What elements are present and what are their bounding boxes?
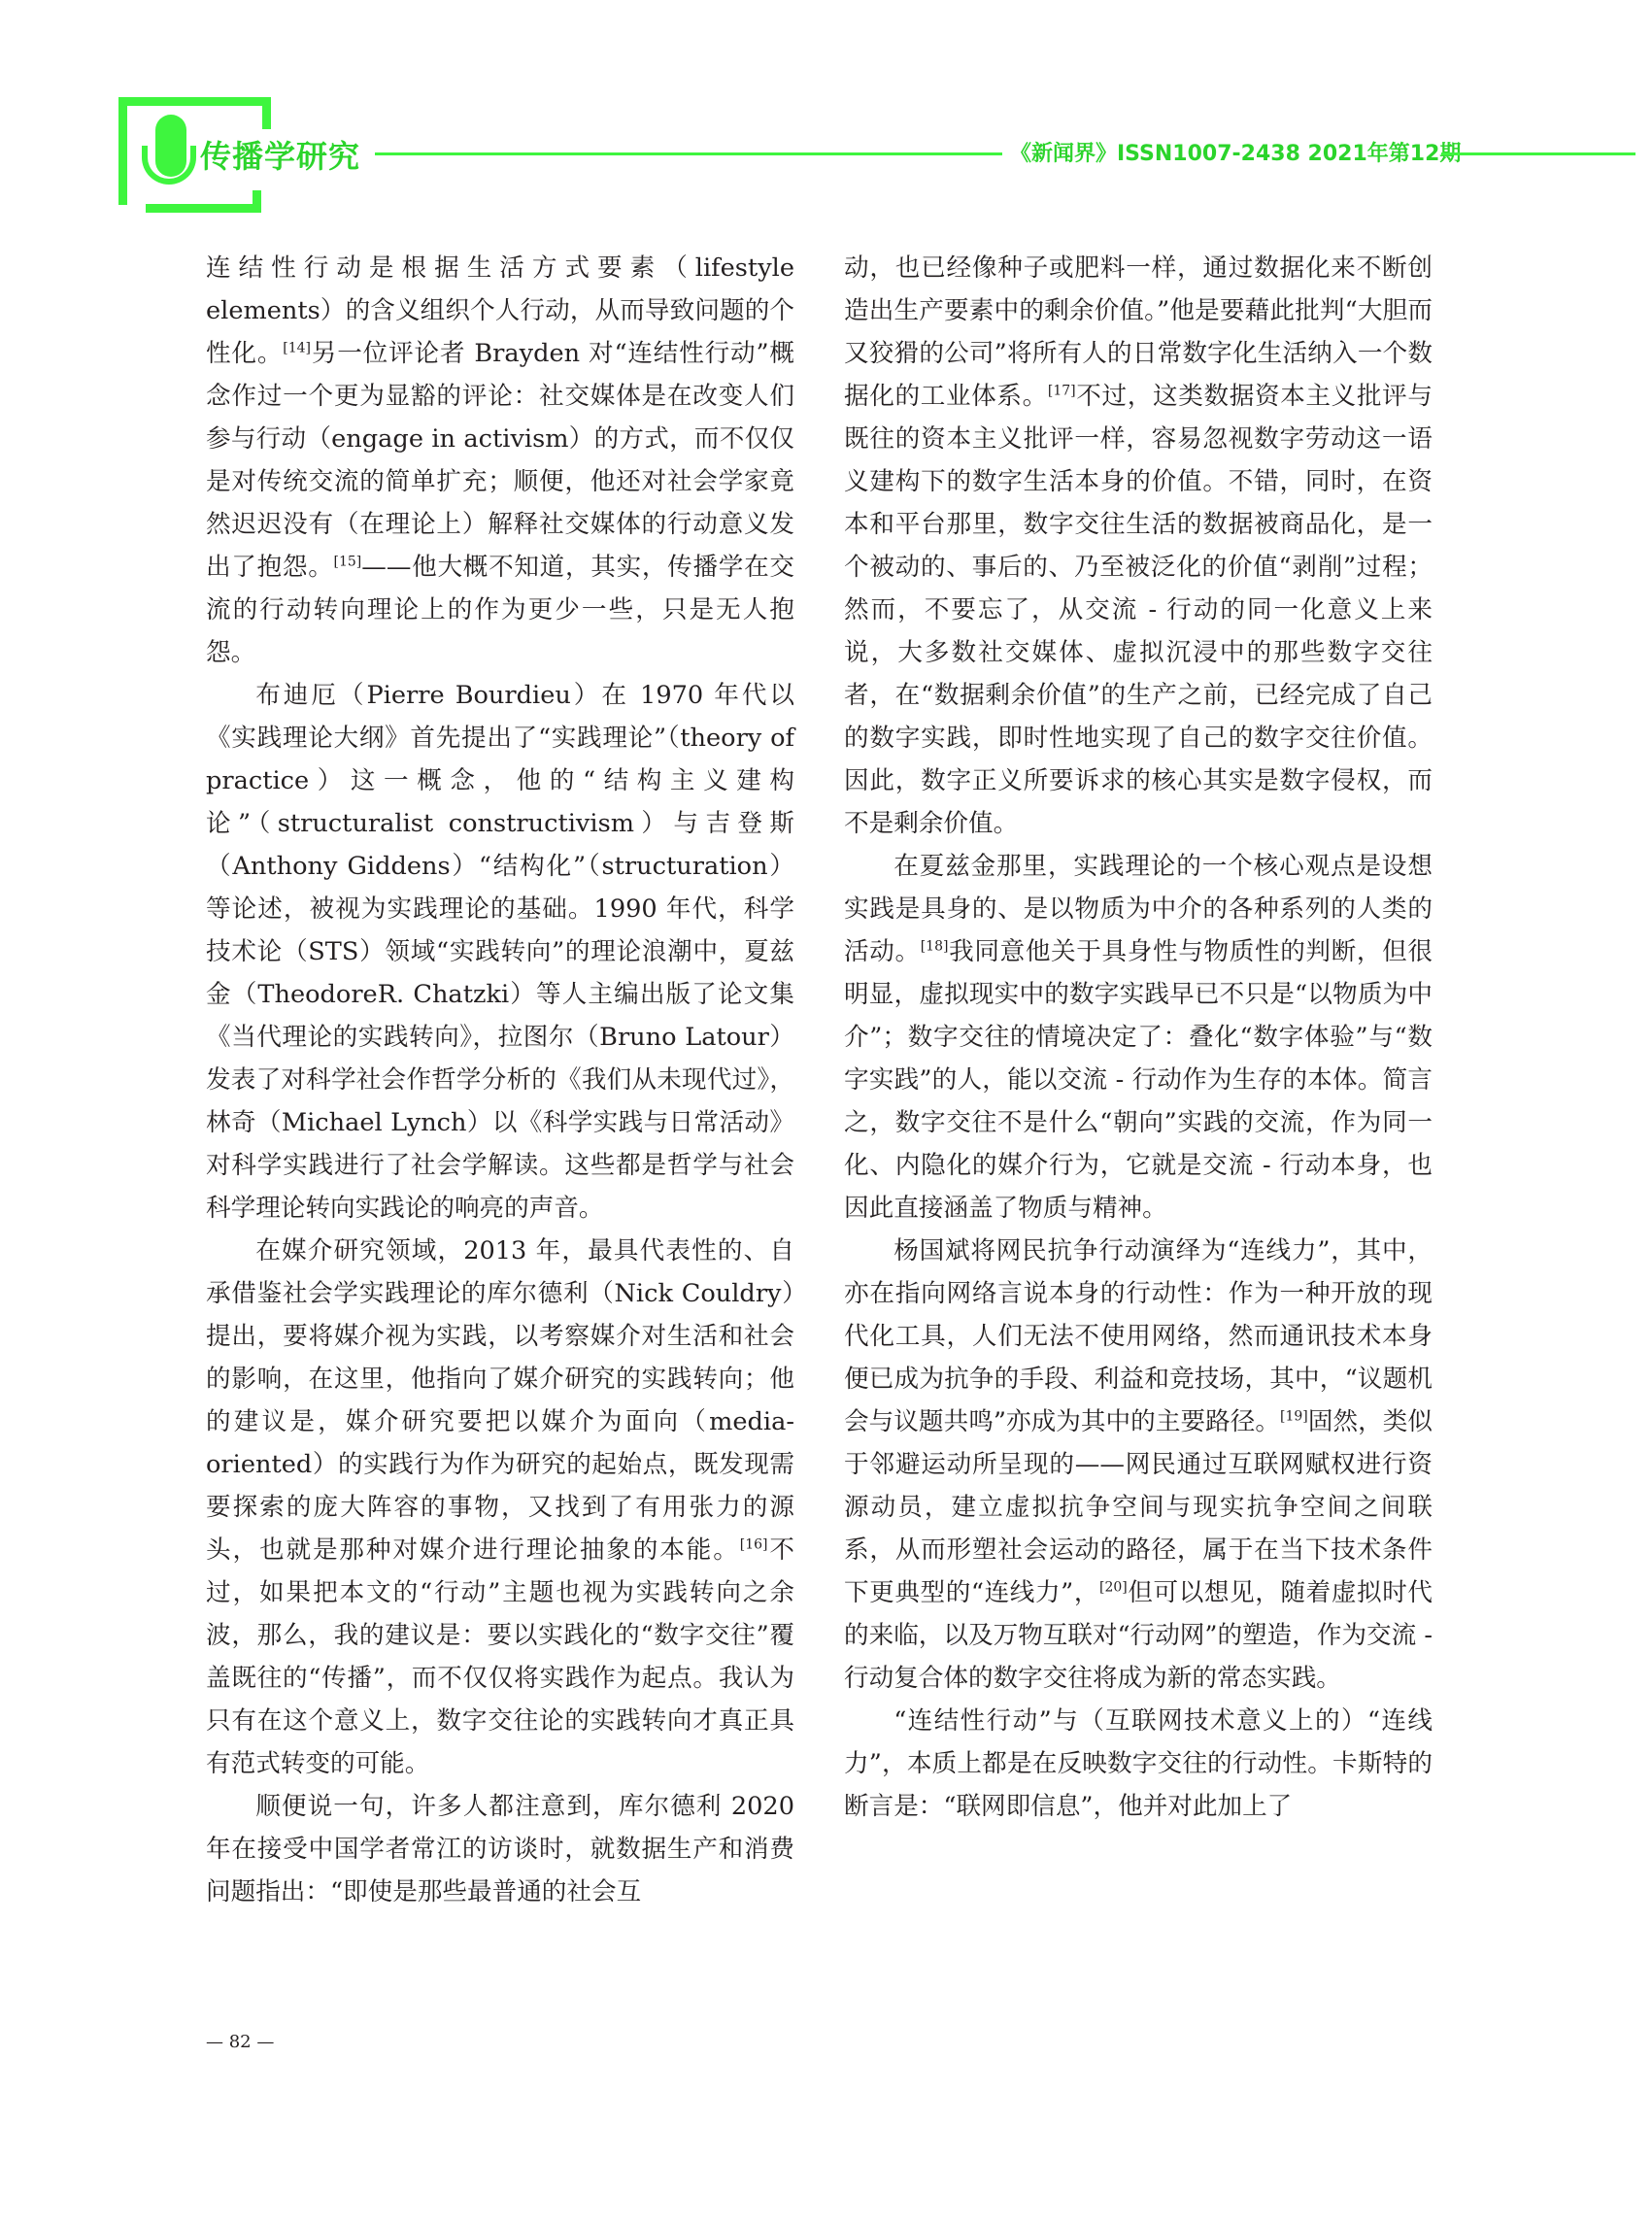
footnote-ref: [18] — [920, 938, 949, 955]
paragraph: 顺便说一句，许多人都注意到，库尔德利 2020 年在接受中国学者常江的访谈时，就数据生产和消费问题指出：“即使是那些最普通的社会互 — [206, 1792, 794, 1906]
paragraph-text: 不过，这类数据资本主义批评与既往的资本主义批评一样，容易忽视数字劳动这一语义建构下的数字生活本身的价值。不错，同时，在资本和平台那里，数字交往生活的数据被商品化，是一个被动的、事后的、乃至被泛化的价值“剥削”过程；然而，不要忘了，从交流 - 行动的同一化意义上来说，大多数社交媒体、虚拟沉浸中的那些数字交往者，在“数据剩余价值”的生产之前，已经完成了自己的数字实践，即时性地实现了自己的数字交往价值。因此，数字正义所要诉求的核心其实是数字侵权，而不是剩余价值。 — [844, 382, 1433, 838]
paragraph-text: 在夏兹金那里，实践理论的一个核心观点是设想实践是具身的、是以物质为中介的各种系列的人类的活动。 — [844, 852, 1433, 966]
journal-info: 《新闻界》ISSN1007-2438 2021年第12期 — [1010, 142, 1462, 166]
page-number: — 82 — — [206, 2032, 275, 2052]
paragraph-text: 连结性行动是根据生活方式要素（lifestyle elements）的含义组织个人行动，从而导致问题的个性化。 — [206, 253, 794, 368]
header-rule-left — [375, 152, 1002, 155]
header-rule-right — [1441, 152, 1635, 155]
footnote-ref: [16] — [739, 1536, 768, 1553]
footnote-ref: [20] — [1099, 1579, 1128, 1596]
paragraph-text: 但可以想见，随着虚拟时代的来临，以及万物互联对“行动网”的塑造，作为交流 - 行动复合体的数字交往将成为新的常态实践。 — [844, 1578, 1433, 1693]
paragraph-text: 杨国斌将网民抗争行动演绎为“连线力”，其中，亦在指向网络言说本身的行动性：作为一种开放的现代化工具，人们无法不使用网络，然而通讯技术本身便已成为抗争的手段、利益和竞技场，其中，“议题机会与议题共鸣”亦成为其中的主要路径。 — [844, 1236, 1433, 1436]
page-header — [0, 0, 1652, 223]
footnote-ref: [14] — [283, 340, 312, 356]
paragraph-text: 在媒介研究领域，2013 年，最具代表性的、自承借鉴社会学实践理论的库尔德利（Nick Couldry）提出，要将媒介视为实践，以考察媒介对生活和社会的影响，在这里，他指向了媒介研究的实践转向；他的建议是，媒介研究要把以媒介为面向（media-oriented）的实践行为作为研究的起始点，既发现需要探索的庞大阵容的事物，又找到了有用张力的源头，也就是那种对媒介进行理论抽象的本能。 — [206, 1236, 794, 1565]
microphone-icon — [155, 115, 186, 177]
paragraph-text: 我同意他关于具身性与物质性的判断，但很明显，虚拟现实中的数字实践早已不只是“以物质为中介”；数字交往的情境决定了：叠化“数字体验”与“数字实践”的人，能以交流 - 行动作为生存的本体。简言之，数字交往不是什么“朝向”实践的交流，作为同一化、内隐化的媒介行为，它就是交流 - 行动本身，也因此直接涵盖了物质与精神。 — [844, 937, 1433, 1223]
header-frame-bottom — [146, 190, 261, 213]
paragraph: “连结性行动”与（互联网技术意义上的）“连线力”，本质上都是在反映数字交往的行动性。卡斯特的断言是：“联网即信息”，他并对此加上了 — [844, 1706, 1433, 1821]
paragraph-text: 动，也已经像种子或肥料一样，通过数据化来不断创造出生产要素中的剩余价值。”他是要藉此批判“大胆而又狡猾的公司”将所有人的日常数字化生活纳入一个数据化的工业体系。 — [844, 253, 1433, 411]
paragraph: 布迪厄（Pierre Bourdieu）在 1970 年代以《实践理论大纲》首先提出了“实践理论”（theory of practice）这一概念，他的“结构主义建构论”（structuralist constructivism）与吉登斯（Anthony Giddens）“结构化”（structuration）等论述，被视为实践理论的基础。1990 年代，科学技术论（STS）领域“实践转向”的理论浪潮中，夏兹金（TheodoreR. Chatzki）等人主编出版了论文集《当代理论的实践转向》，拉图尔（Bruno Latour）发表了对科学社会作哲学分析的《我们从未现代过》，林奇（Michael Lynch）以《科学实践与日常活动》对科学实践进行了社会学解读。这些都是哲学与社会科学理论转向实践论的响亮的声音。 — [206, 681, 794, 1223]
footnote-ref: [17] — [1047, 383, 1076, 399]
paragraph — [206, 1230, 794, 1785]
paragraph — [206, 247, 794, 674]
paragraph — [844, 247, 1433, 845]
paragraph-text: 另一位评论者 Brayden 对“连结性行动”概念作过一个更为显豁的评论：社交媒体是在改变人们参与行动（engage in activism）的方式，而不仅仅是对传统交流的简单扩充；顺便，他还对社会学家竟然迟迟没有（在理论上）解释社交媒体的行动意义发出了抱怨。 — [206, 339, 794, 582]
paragraph — [844, 1230, 1433, 1700]
paragraph-text: 固然，类似于邻避运动所呈现的——网民通过互联网赋权进行资源动员，建立虚拟抗争空间与现实抗争空间之间联系，从而形塑社会运动的路径，属于在当下技术条件下更典型的“连线力”， — [844, 1407, 1433, 1607]
right-column — [844, 247, 1433, 1828]
paragraph-text: 不过，如果把本文的“行动”主题也视为实践转向之余波，那么，我的建议是：要以实践化的“数字交往”覆盖既往的“传播”，而不仅仅将实践作为起点。我认为只有在这个意义上，数字交往论的实践转向才真正具有范式转变的可能。 — [206, 1535, 794, 1778]
left-column — [206, 247, 794, 1913]
paragraph — [844, 845, 1433, 1230]
section-title: 传播学研究 — [200, 138, 361, 175]
footnote-ref: [15] — [333, 554, 362, 570]
paragraph-text: ——他大概不知道，其实，传播学在交流的行动转向理论上的作为更少一些，只是无人抱怨。 — [206, 553, 794, 667]
footnote-ref: [19] — [1280, 1408, 1308, 1425]
